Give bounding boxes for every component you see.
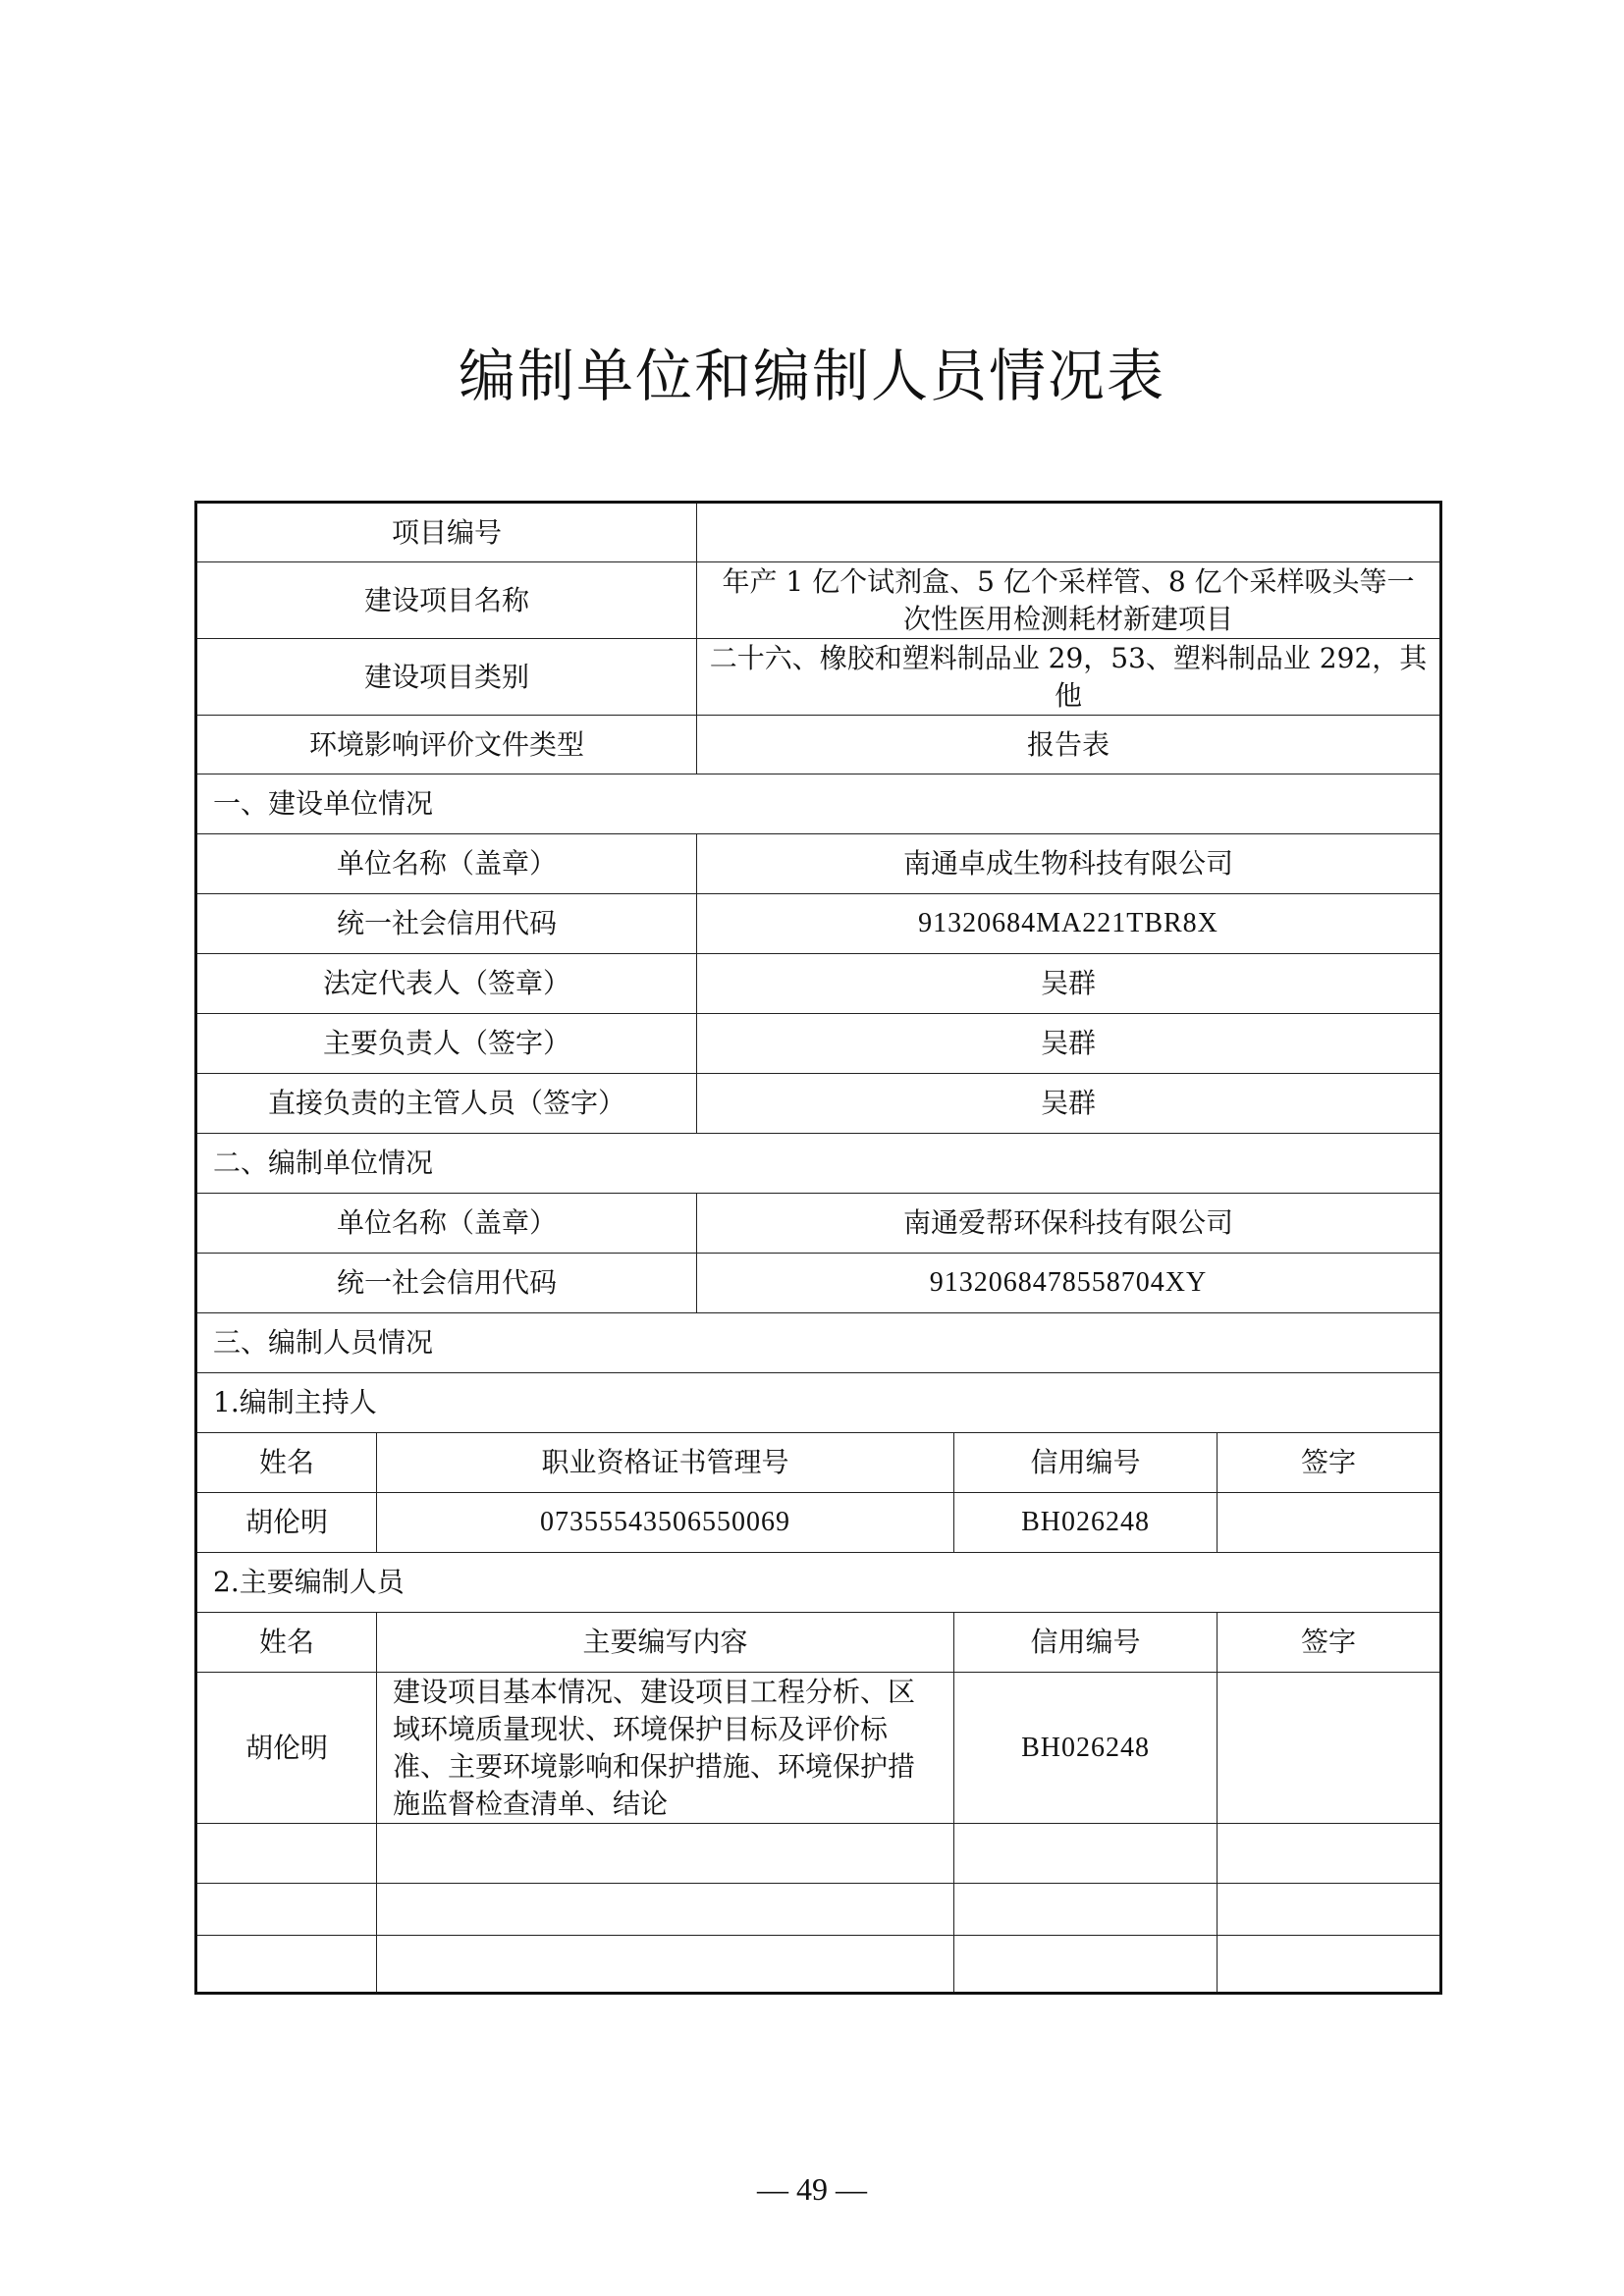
empty-cell xyxy=(1218,1884,1441,1936)
section3-heading: 三、编制人员情况 xyxy=(196,1313,1441,1373)
host-name: 胡伦明 xyxy=(196,1493,377,1553)
staff-content: 建设项目基本情况、建设项目工程分析、区域环境质量现状、环境保护目标及评价标准、主要环境影响和保护措施、环境保护措施监督检查清单、结论 xyxy=(377,1673,954,1824)
s1-legal-rep-value: 吴群 xyxy=(697,954,1441,1014)
section3-heading-row xyxy=(196,1313,1441,1373)
s2-unit-name-value: 南通爱帮环保科技有限公司 xyxy=(697,1194,1441,1254)
s1-credit-code-label: 统一社会信用代码 xyxy=(196,894,697,954)
empty-row xyxy=(196,1884,1441,1936)
page-number: — 49 — xyxy=(757,2171,867,2207)
section1-heading: 一、建设单位情况 xyxy=(196,774,1441,834)
staff-data-row xyxy=(196,1673,1441,1824)
s2-credit-code-label: 统一社会信用代码 xyxy=(196,1254,697,1313)
staff-header-credit: 信用编号 xyxy=(954,1613,1218,1673)
staff-signature xyxy=(1218,1673,1441,1824)
host-signature xyxy=(1218,1493,1441,1553)
host-cert-no: 07355543506550069 xyxy=(377,1493,954,1553)
s1-unit-name-row xyxy=(196,834,1441,894)
section2-heading-row xyxy=(196,1134,1441,1194)
empty-cell xyxy=(1218,1824,1441,1884)
staff-header-signature: 签字 xyxy=(1218,1613,1441,1673)
doc-type-value: 报告表 xyxy=(697,716,1441,774)
section2-heading: 二、编制单位情况 xyxy=(196,1134,1441,1194)
project-name-label: 建设项目名称 xyxy=(196,562,697,639)
staff-header-name: 姓名 xyxy=(196,1613,377,1673)
empty-cell xyxy=(196,1824,377,1884)
page-title: 编制单位和编制人员情况表 xyxy=(458,343,1165,409)
s1-legal-rep-label: 法定代表人（签章） xyxy=(196,954,697,1014)
project-name-row xyxy=(196,562,1441,639)
staff-header-row xyxy=(196,1613,1441,1673)
host-header-credit: 信用编号 xyxy=(954,1433,1218,1493)
empty-cell xyxy=(954,1936,1218,1994)
empty-cell xyxy=(954,1884,1218,1936)
empty-row xyxy=(196,1936,1441,1994)
s1-unit-name-value: 南通卓成生物科技有限公司 xyxy=(697,834,1441,894)
s1-credit-code-value: 91320684MA221TBR8X xyxy=(697,894,1441,954)
doc-type-row xyxy=(196,716,1441,774)
host-heading-row xyxy=(196,1373,1441,1433)
empty-cell xyxy=(377,1824,954,1884)
s1-credit-code-row xyxy=(196,894,1441,954)
s1-direct-person-label: 直接负责的主管人员（签字） xyxy=(196,1074,697,1134)
s2-unit-name-row xyxy=(196,1194,1441,1254)
project-number-label: 项目编号 xyxy=(196,503,697,562)
host-data-row xyxy=(196,1493,1441,1553)
s2-credit-code-value: 9132068478558704XY xyxy=(697,1254,1441,1313)
staff-heading-row xyxy=(196,1553,1441,1613)
s1-legal-rep-row xyxy=(196,954,1441,1014)
host-header-name: 姓名 xyxy=(196,1433,377,1493)
project-category-label: 建设项目类别 xyxy=(196,639,697,716)
project-number-value xyxy=(697,503,1441,562)
s1-direct-person-value: 吴群 xyxy=(697,1074,1441,1134)
s1-main-person-row xyxy=(196,1014,1441,1074)
empty-cell xyxy=(196,1884,377,1936)
section1-heading-row xyxy=(196,774,1441,834)
staff-header-content: 主要编写内容 xyxy=(377,1613,954,1673)
host-header-cert: 职业资格证书管理号 xyxy=(377,1433,954,1493)
empty-cell xyxy=(377,1936,954,1994)
empty-cell xyxy=(377,1884,954,1936)
project-category-value: 二十六、橡胶和塑料制品业 29，53、塑料制品业 292，其他 xyxy=(697,639,1441,716)
empty-cell xyxy=(1218,1936,1441,1994)
s1-unit-name-label: 单位名称（盖章） xyxy=(196,834,697,894)
s1-main-person-value: 吴群 xyxy=(697,1014,1441,1074)
staff-heading: 2.主要编制人员 xyxy=(196,1553,1441,1613)
host-header-row xyxy=(196,1433,1441,1493)
empty-cell xyxy=(196,1936,377,1994)
s1-main-person-label: 主要负责人（签字） xyxy=(196,1014,697,1074)
info-table xyxy=(194,501,1442,1995)
project-name-value: 年产 1 亿个试剂盒、5 亿个采样管、8 亿个采样吸头等一次性医用检测耗材新建项目 xyxy=(697,562,1441,639)
s1-direct-person-row xyxy=(196,1074,1441,1134)
host-heading: 1.编制主持人 xyxy=(196,1373,1441,1433)
host-header-signature: 签字 xyxy=(1218,1433,1441,1493)
staff-name: 胡伦明 xyxy=(196,1673,377,1824)
staff-credit-no: BH026248 xyxy=(954,1673,1218,1824)
empty-cell xyxy=(954,1824,1218,1884)
host-credit-no: BH026248 xyxy=(954,1493,1218,1553)
project-category-row xyxy=(196,639,1441,716)
s2-unit-name-label: 单位名称（盖章） xyxy=(196,1194,697,1254)
project-number-row xyxy=(196,503,1441,562)
s2-credit-code-row xyxy=(196,1254,1441,1313)
empty-row xyxy=(196,1824,1441,1884)
doc-type-label: 环境影响评价文件类型 xyxy=(196,716,697,774)
